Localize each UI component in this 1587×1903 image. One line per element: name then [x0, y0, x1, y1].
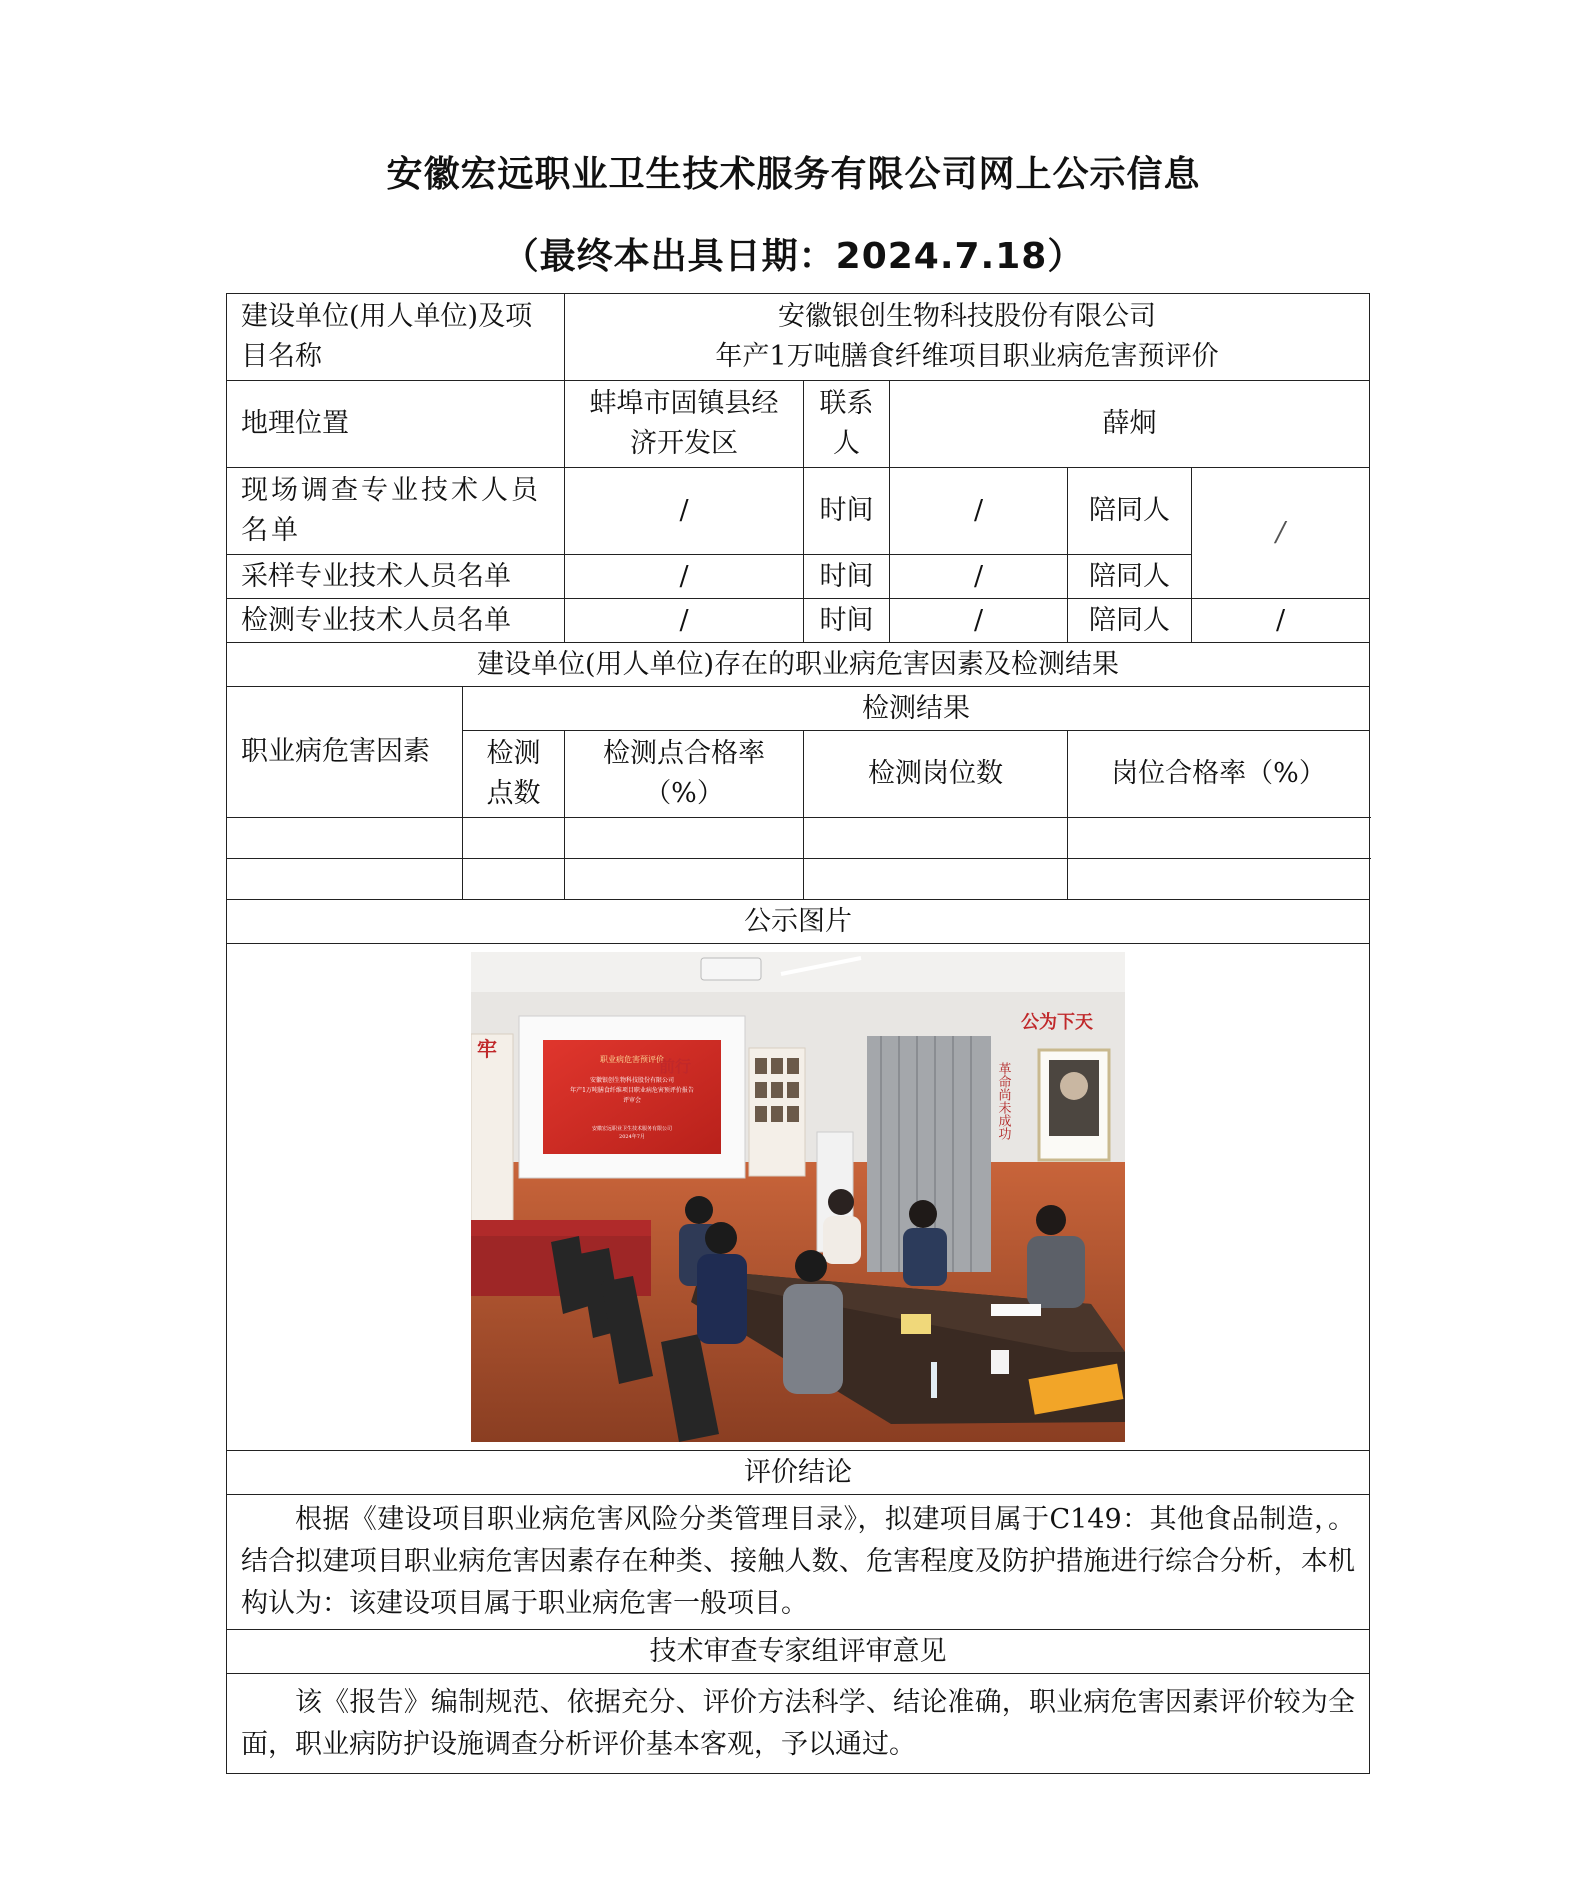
sampling-companion-label: 陪同人 — [1068, 555, 1192, 599]
info-table — [226, 293, 1370, 1774]
survey-companion-label: 陪同人 — [1068, 468, 1192, 555]
col-post-count: 检测岗位数 — [804, 731, 1068, 818]
sampling-label: 采样专业技术人员名单 — [227, 555, 565, 599]
banner-mid-text: 前行 — [659, 1057, 692, 1076]
banner-left-text: 牢 — [477, 1037, 497, 1061]
contact-label: 联系人 — [804, 381, 890, 468]
photo-row — [227, 944, 1370, 1451]
survey-time-label: 时间 — [804, 468, 890, 555]
sampling-value: / — [565, 555, 804, 599]
testing-companion-label: 陪同人 — [1068, 599, 1192, 643]
testing-companion-value: / — [1192, 599, 1370, 643]
slide-footer: 安徽宏远职业卫生技术服务有限公司 — [591, 1126, 673, 1132]
contact-value: 薛炯 — [890, 381, 1370, 468]
conclusion-text: 根据《建设项目职业病危害风险分类管理目录》，拟建项目属于C149：其他食品制造，。结合拟建项目职业病危害因素存在种类、接触人数、危害程度及防护措施进行综合分析，本机构认为：该建设项目属于职业病危害一般项目。 — [227, 1495, 1370, 1630]
testing-time-value: / — [890, 599, 1068, 643]
sampling-time-value: / — [890, 555, 1068, 599]
issue-date: （最终本出具日期：2024.7.18） — [502, 236, 1085, 277]
sampling-time-label: 时间 — [804, 555, 890, 599]
unit-value — [565, 294, 1370, 381]
photo-section-title: 公示图片 — [227, 900, 1370, 944]
location-label: 地理位置 — [227, 381, 565, 468]
unit-row — [227, 294, 1370, 381]
review-row — [227, 1674, 1370, 1774]
unit-company: 安徽银创生物科技股份有限公司 — [778, 301, 1157, 332]
slide-line1: 安徽银创生物科技股份有限公司 — [589, 1077, 675, 1084]
conclusion-row — [227, 1495, 1370, 1630]
slide-line2: 年产1万吨膳食纤维项目职业病危害预评价报告 — [570, 1087, 694, 1094]
col-post-rate: 岗位合格率（%） — [1068, 731, 1370, 818]
photo-section-header — [227, 900, 1370, 944]
slide-line3: 评审会 — [622, 1097, 642, 1104]
testing-row — [227, 599, 1370, 643]
hazard-section-title: 建设单位(用人单位)存在的职业病危害因素及检测结果 — [227, 643, 1370, 687]
review-title: 技术审查专家组评审意见 — [227, 1630, 1370, 1674]
unit-project: 年产1万吨膳食纤维项目职业病危害预评价 — [715, 341, 1219, 372]
hazard-header-row — [227, 687, 1370, 731]
location-value: 蚌埠市固镇县经济开发区 — [565, 381, 804, 468]
table-row — [227, 818, 1370, 859]
scroll-text: 革命尚未成功 — [995, 1062, 1011, 1140]
conclusion-title: 评价结论 — [227, 1451, 1370, 1495]
hazard-factor-label: 职业病危害因素 — [227, 687, 463, 818]
banner-right-text: 公为下天 — [1021, 1012, 1093, 1033]
survey-row — [227, 468, 1370, 555]
survey-label: 现场调查专业技术人员名单 — [227, 468, 565, 555]
slide-heading: 职业病危害预评价 — [600, 1055, 664, 1064]
testing-label: 检测专业技术人员名单 — [227, 599, 565, 643]
review-header — [227, 1630, 1370, 1674]
conclusion-header — [227, 1451, 1370, 1495]
table-row — [227, 859, 1370, 900]
survey-time-value: / — [890, 468, 1068, 555]
hazard-section-header — [227, 643, 1370, 687]
photo-cell — [227, 944, 1370, 1451]
document-title: 安徽宏远职业卫生技术服务有限公司网上公示信息 — [386, 154, 1201, 195]
survey-value: / — [565, 468, 804, 555]
meeting-photo — [471, 952, 1125, 1442]
unit-label: 建设单位(用人单位)及项目名称 — [227, 294, 565, 381]
slide-date: 2024年7月 — [619, 1134, 645, 1140]
col-point-rate: 检测点合格率（%） — [565, 731, 804, 818]
testing-time-label: 时间 — [804, 599, 890, 643]
testing-value: / — [565, 599, 804, 643]
review-text: 该《报告》编制规范、依据充分、评价方法科学、结论准确，职业病危害因素评价较为全面，职业病防护设施调查分析评价基本客观，予以通过。 — [227, 1674, 1370, 1774]
survey-companion-value: / — [1192, 468, 1370, 599]
results-label: 检测结果 — [463, 687, 1370, 731]
location-row — [227, 381, 1370, 468]
col-point-count: 检测点数 — [463, 731, 565, 818]
